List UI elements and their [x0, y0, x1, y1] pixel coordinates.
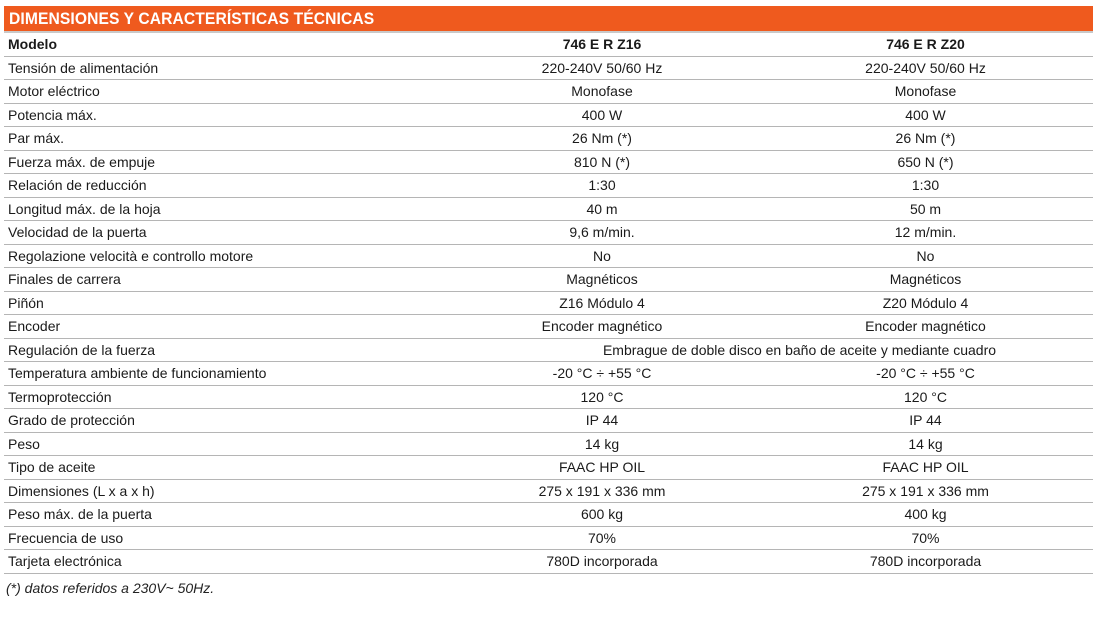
- table-row: [4, 127, 1093, 151]
- row-value-model-2: FAAC HP OIL: [758, 456, 1093, 480]
- row-value-model-1: FAAC HP OIL: [446, 456, 758, 480]
- row-label: Finales de carrera: [4, 268, 446, 292]
- row-label: Piñón: [4, 291, 446, 315]
- table-row: [4, 150, 1093, 174]
- row-label: Potencia máx.: [4, 103, 446, 127]
- row-label: Peso: [4, 432, 446, 456]
- row-value-model-2: 400 kg: [758, 503, 1093, 527]
- table-row: [4, 362, 1093, 386]
- row-label: Frecuencia de uso: [4, 526, 446, 550]
- row-value-model-1: -20 °C ÷ +55 °C: [446, 362, 758, 386]
- table-row: [4, 432, 1093, 456]
- table-row: [4, 385, 1093, 409]
- table-row: [4, 409, 1093, 433]
- table-row: [4, 103, 1093, 127]
- footnote: (*) datos referidos a 230V~ 50Hz.: [6, 579, 215, 596]
- table-row: [4, 80, 1093, 104]
- spec-table-body: [4, 56, 1093, 573]
- row-value-model-1: Encoder magnético: [446, 315, 758, 339]
- row-value-model-1: 600 kg: [446, 503, 758, 527]
- table-row: [4, 479, 1093, 503]
- row-label: Tarjeta electrónica: [4, 550, 446, 574]
- row-value-model-2: IP 44: [758, 409, 1093, 433]
- row-value-model-2: 50 m: [758, 197, 1093, 221]
- row-value-model-2: Z20 Módulo 4: [758, 291, 1093, 315]
- row-value-model-2: -20 °C ÷ +55 °C: [758, 362, 1093, 386]
- row-label: Dimensiones (L x a x h): [4, 479, 446, 503]
- row-value-model-1: Magnéticos: [446, 268, 758, 292]
- table-row: [4, 503, 1093, 527]
- table-row: [4, 244, 1093, 268]
- header-model-2: 746 E R Z20: [758, 33, 1093, 56]
- row-value-merged: Embrague de doble disco en baño de aceite y mediante cuadro: [446, 338, 1093, 362]
- header-model-1: 746 E R Z16: [446, 33, 758, 56]
- row-value-model-2: 220-240V 50/60 Hz: [758, 56, 1093, 80]
- row-value-model-1: IP 44: [446, 409, 758, 433]
- row-value-model-2: Encoder magnético: [758, 315, 1093, 339]
- row-label: Peso máx. de la puerta: [4, 503, 446, 527]
- table-header-row: [4, 33, 1093, 56]
- row-value-model-1: 780D incorporada: [446, 550, 758, 574]
- table-row: [4, 174, 1093, 198]
- row-label: Temperatura ambiente de funcionamiento: [4, 362, 446, 386]
- row-label: Tensión de alimentación: [4, 56, 446, 80]
- section-title: DIMENSIONES Y CARACTERÍSTICAS TÉCNICAS: [9, 8, 375, 28]
- row-value-model-2: Magnéticos: [758, 268, 1093, 292]
- spec-table: [4, 33, 1093, 574]
- row-value-model-1: 70%: [446, 526, 758, 550]
- table-row: [4, 456, 1093, 480]
- row-value-model-1: No: [446, 244, 758, 268]
- row-value-model-1: 1:30: [446, 174, 758, 198]
- table-row: [4, 268, 1093, 292]
- table-row: [4, 315, 1093, 339]
- row-label: Relación de reducción: [4, 174, 446, 198]
- row-value-model-1: 9,6 m/min.: [446, 221, 758, 245]
- table-row: [4, 197, 1093, 221]
- row-value-model-2: 26 Nm (*): [758, 127, 1093, 151]
- row-value-model-2: 12 m/min.: [758, 221, 1093, 245]
- row-value-model-2: Monofase: [758, 80, 1093, 104]
- row-value-model-1: 400 W: [446, 103, 758, 127]
- row-label: Par máx.: [4, 127, 446, 151]
- row-label: Termoprotección: [4, 385, 446, 409]
- row-value-model-2: 400 W: [758, 103, 1093, 127]
- row-value-model-1: Monofase: [446, 80, 758, 104]
- row-value-model-1: 14 kg: [446, 432, 758, 456]
- row-value-model-1: Z16 Módulo 4: [446, 291, 758, 315]
- row-label: Encoder: [4, 315, 446, 339]
- section-banner: [4, 6, 1093, 33]
- row-label: Fuerza máx. de empuje: [4, 150, 446, 174]
- row-label: Velocidad de la puerta: [4, 221, 446, 245]
- row-value-model-1: 220-240V 50/60 Hz: [446, 56, 758, 80]
- table-row: [4, 550, 1093, 574]
- row-value-model-1: 810 N (*): [446, 150, 758, 174]
- row-value-model-1: 275 x 191 x 336 mm: [446, 479, 758, 503]
- row-value-model-2: No: [758, 244, 1093, 268]
- table-row: [4, 526, 1093, 550]
- row-value-model-1: 120 °C: [446, 385, 758, 409]
- row-value-model-1: 40 m: [446, 197, 758, 221]
- row-label: Regulación de la fuerza: [4, 338, 446, 362]
- spec-sheet: [4, 0, 1093, 596]
- table-row: [4, 56, 1093, 80]
- row-value-model-2: 650 N (*): [758, 150, 1093, 174]
- header-model-label: Modelo: [4, 33, 446, 56]
- row-value-model-2: 14 kg: [758, 432, 1093, 456]
- row-value-model-2: 120 °C: [758, 385, 1093, 409]
- row-value-model-2: 275 x 191 x 336 mm: [758, 479, 1093, 503]
- table-row: [4, 221, 1093, 245]
- table-row: [4, 338, 1093, 362]
- row-label: Motor eléctrico: [4, 80, 446, 104]
- row-value-model-2: 780D incorporada: [758, 550, 1093, 574]
- row-value-model-2: 70%: [758, 526, 1093, 550]
- row-value-model-2: 1:30: [758, 174, 1093, 198]
- row-value-model-1: 26 Nm (*): [446, 127, 758, 151]
- table-row: [4, 291, 1093, 315]
- row-label: Longitud máx. de la hoja: [4, 197, 446, 221]
- row-label: Grado de protección: [4, 409, 446, 433]
- row-label: Tipo de aceite: [4, 456, 446, 480]
- row-label: Regolazione velocità e controllo motore: [4, 244, 446, 268]
